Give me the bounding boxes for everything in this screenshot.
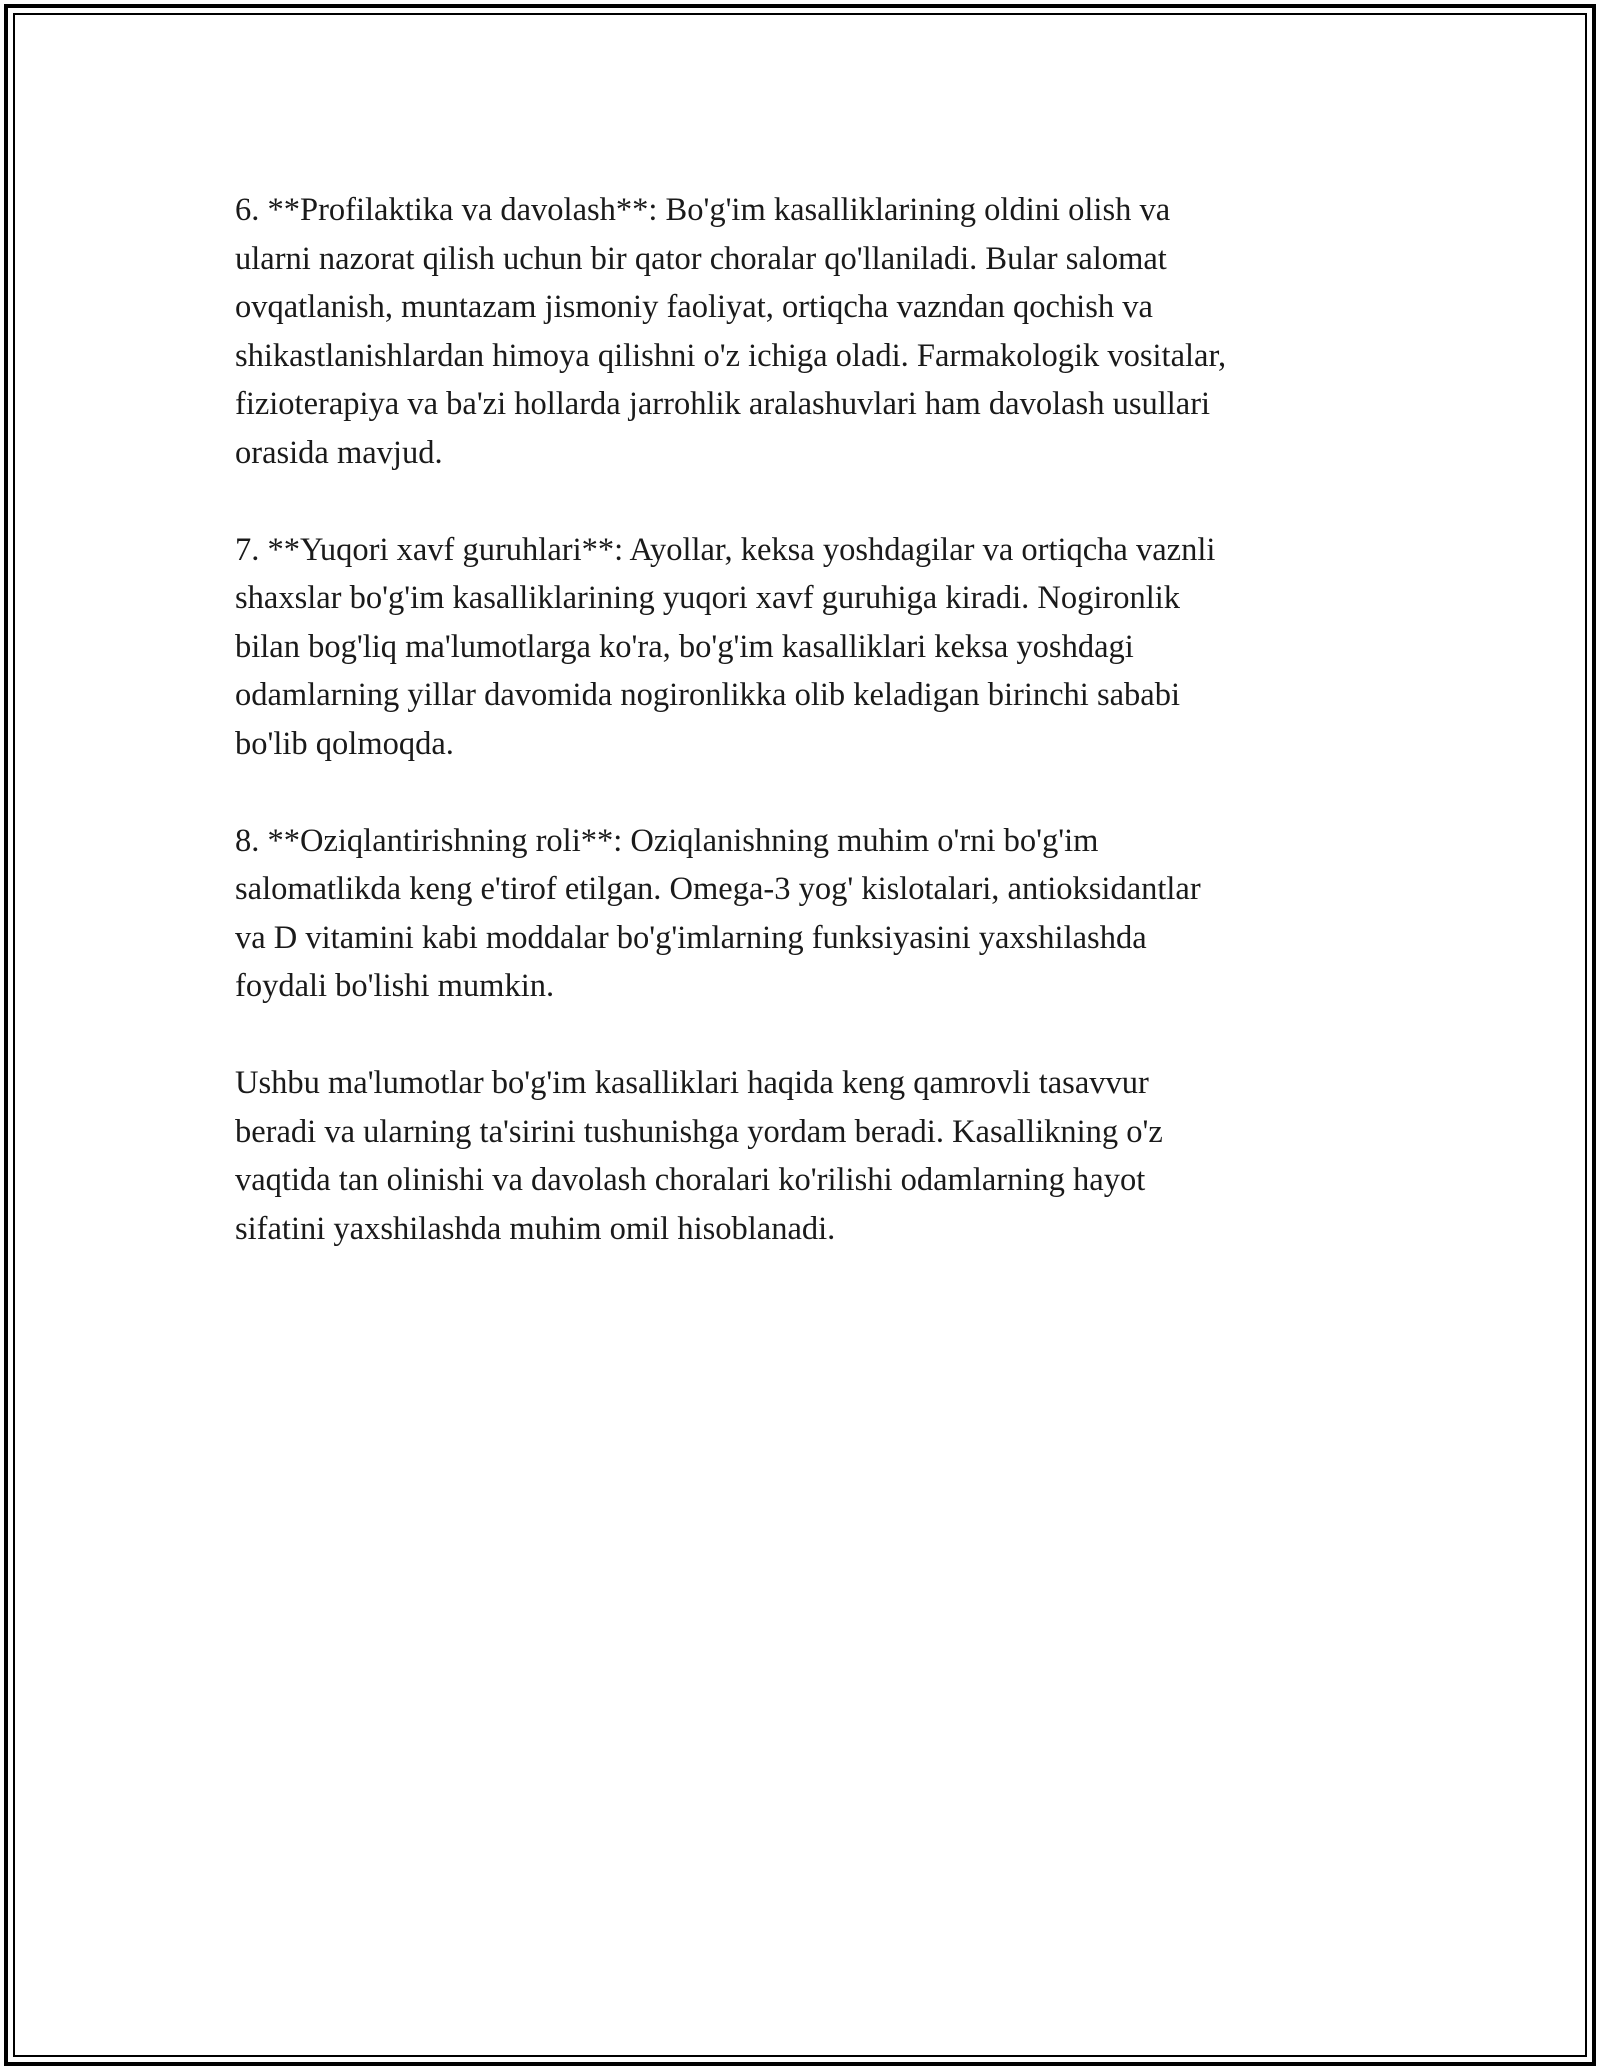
text-line: salomatlikda keng e'tirof etilgan. Omega-3 yog' kislotalari, antioksidantlar — [235, 871, 1201, 907]
text-line: 7. **Yuqori xavf guruhlari**: Ayollar, keksa yoshdagilar va ortiqcha vaznli — [235, 531, 1216, 568]
text-line: shaxslar bo'g'im kasalliklarining yuqori xavf guruhiga kiradi. Nogironlik — [235, 580, 1181, 616]
text-line: 8. **Oziqlantirishning roli**: Oziqlanishning muhim o'rni bo'g'im — [235, 822, 1099, 859]
document-body — [235, 186, 1365, 1302]
paragraph-yuqori-xavf — [235, 526, 1365, 769]
text-line: orasida mavjud. — [235, 434, 443, 471]
text-line: va D vitamini kabi moddalar bo'g'imlarning funksiyasini yaxshilashda — [235, 919, 1147, 956]
paragraph-conclusion — [235, 1059, 1365, 1253]
text-line: vaqtida tan olinishi va davolash choralari ko'rilishi odamlarning hayot — [235, 1162, 1146, 1198]
text-line: odamlarning yillar davomida nogironlikka olib keladigan birinchi sababi — [235, 677, 1180, 713]
text-line: beradi va ularning ta'sirini tushunishga yordam beradi. Kasallikning o'z — [235, 1113, 1163, 1150]
text-line: 6. **Profilaktika va davolash**: Bo'g'im kasalliklarining oldini olish va — [235, 192, 1171, 228]
paragraph-oziqlantirish — [235, 817, 1365, 1011]
text-line: ovqatlanish, muntazam jismoniy faoliyat, ortiqcha vazndan qochish va — [235, 289, 1153, 325]
text-line: Ushbu ma'lumotlar bo'g'im kasalliklari haqida keng qamrovli tasavvur — [235, 1065, 1149, 1101]
text-line: bilan bog'liq ma'lumotlarga ko'ra, bo'g'im kasalliklari keksa yoshdagi — [235, 628, 1134, 665]
text-line: bo'lib qolmoqda. — [235, 725, 454, 762]
text-line: ularni nazorat qilish uchun bir qator choralar qo'llaniladi. Bular salomat — [235, 240, 1167, 277]
text-line: foydali bo'lishi mumkin. — [235, 968, 555, 1004]
text-line: sifatini yaxshilashda muhim omil hisoblanadi. — [235, 1210, 836, 1247]
text-line: shikastlanishlardan himoya qilishni o'z ichiga oladi. Farmakologik vositalar, — [235, 337, 1227, 374]
paragraph-profilaktika — [235, 186, 1365, 477]
text-line: fizioterapiya va ba'zi hollarda jarrohlik aralashuvlari ham davolash usullari — [235, 386, 1211, 422]
